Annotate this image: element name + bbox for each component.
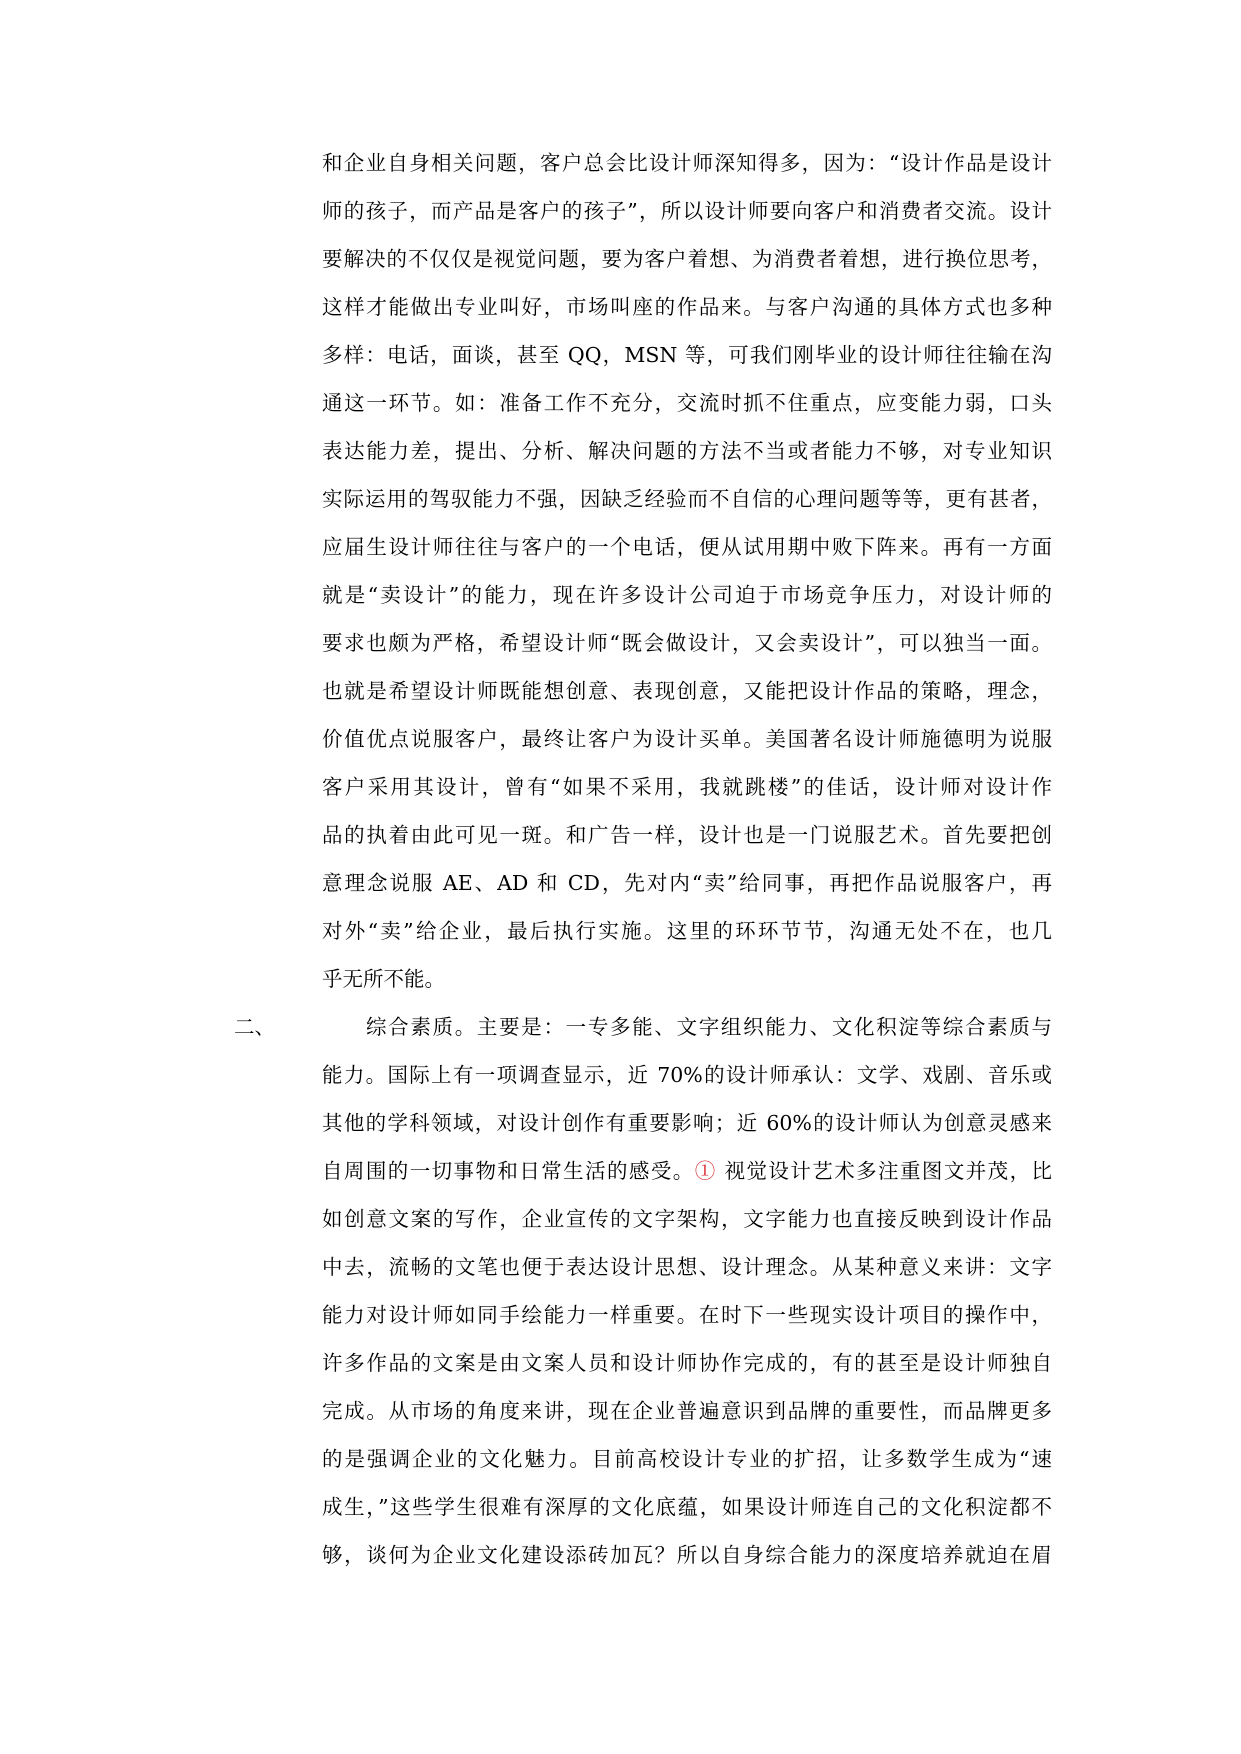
text-line: 和企业自身相关问题，客户总会比设计师深知得多，因为：“设计作品是设计 — [322, 151, 1052, 175]
text-line: 通这一环节。如：准备工作不充分，交流时抓不住重点，应变能力弱，口头 — [322, 391, 1052, 415]
text-line-with-note — [322, 1156, 1052, 1186]
text-line: 应届生设计师往往与客户的一个电话，便从试用期中败下阵来。再有一方面 — [322, 535, 1052, 559]
text-line: 就是“卖设计”的能力，现在许多设计公司迫于市场竞争压力，对设计师的 — [322, 583, 1052, 607]
text-line: 品的执着由此可见一斑。和广告一样，设计也是一门说服艺术。首先要把创 — [322, 823, 1052, 847]
text-line: 要求也颇为严格，希望设计师“既会做设计，又会卖设计”，可以独当一面。 — [322, 631, 1052, 655]
text-line: 对外“卖”给企业，最后执行实施。这里的环环节节，沟通无处不在，也几 — [322, 919, 1052, 943]
text-line: 能力对设计师如同手绘能力一样重要。在时下一些现实设计项目的操作中， — [322, 1303, 1052, 1327]
text-line: 要解决的不仅仅是视觉问题，要为客户着想、为消费者着想，进行换位思考， — [322, 247, 1052, 271]
text-line: 师的孩子，而产品是客户的孩子”，所以设计师要向客户和消费者交流。设计 — [322, 199, 1052, 223]
text-line: 中去，流畅的文笔也便于表达设计思想、设计理念。从某种意义来讲：文字 — [322, 1255, 1052, 1279]
text-line: 其他的学科领域，对设计创作有重要影响；近 60%的设计师认为创意灵感来 — [322, 1111, 1052, 1135]
text-line: 客户采用其设计，曾有“如果不采用，我就跳楼”的佳话，设计师对设计作 — [322, 775, 1052, 799]
text-segment: 自周围的一切事物和日常生活的感受。 — [322, 1159, 695, 1183]
text-line: 许多作品的文案是由文案人员和设计师协作完成的，有的甚至是设计师独自 — [322, 1351, 1052, 1375]
text-line: 这样才能做出专业叫好，市场叫座的作品来。与客户沟通的具体方式也多种 — [322, 295, 1052, 319]
text-line: 意理念说服 AE、AD 和 CD，先对内“卖”给同事，再把作品说服客户，再 — [322, 871, 1052, 895]
text-line: 价值优点说服客户，最终让客户为设计买单。美国著名设计师施德明为说服 — [322, 727, 1052, 751]
text-line: 也就是希望设计师既能想创意、表现创意，又能把设计作品的策略，理念， — [322, 679, 1052, 703]
text-line: 能力。国际上有一项调查显示，近 70%的设计师承认：文学、戏剧、音乐或 — [322, 1063, 1052, 1087]
text-line: 表达能力差，提出、分析、解决问题的方法不当或者能力不够，对专业知识 — [322, 439, 1052, 463]
text-line: 乎无所不能。 — [322, 967, 445, 991]
text-line: 实际运用的驾驭能力不强，因缺乏经验而不自信的心理问题等等，更有甚者， — [322, 487, 1052, 511]
footnote-reference[interactable]: ① — [694, 1159, 717, 1183]
text-line: 够，谈何为企业文化建设添砖加瓦？所以自身综合能力的深度培养就迫在眉 — [322, 1543, 1052, 1567]
section-heading-line: 综合素质。主要是：一专多能、文字组织能力、文化积淀等综合素质与 — [366, 1015, 1052, 1039]
text-line: 的是强调企业的文化魅力。目前高校设计专业的扩招，让多数学生成为“速 — [322, 1447, 1052, 1471]
text-line: 成生，”这些学生很难有深厚的文化底蕴，如果设计师连自己的文化积淀都不 — [322, 1495, 1052, 1519]
text-segment: 视觉设计艺术多注重图文并茂，比 — [716, 1159, 1053, 1183]
text-line: 完成。从市场的角度来讲，现在企业普遍意识到品牌的重要性，而品牌更多 — [322, 1399, 1052, 1423]
text-line: 如创意文案的写作，企业宣传的文字架构，文字能力也直接反映到设计作品 — [322, 1207, 1052, 1231]
list-marker: 二、 — [234, 1015, 275, 1039]
text-line: 多样：电话，面谈，甚至 QQ，MSN 等，可我们刚毕业的设计师往往输在沟 — [322, 343, 1052, 367]
